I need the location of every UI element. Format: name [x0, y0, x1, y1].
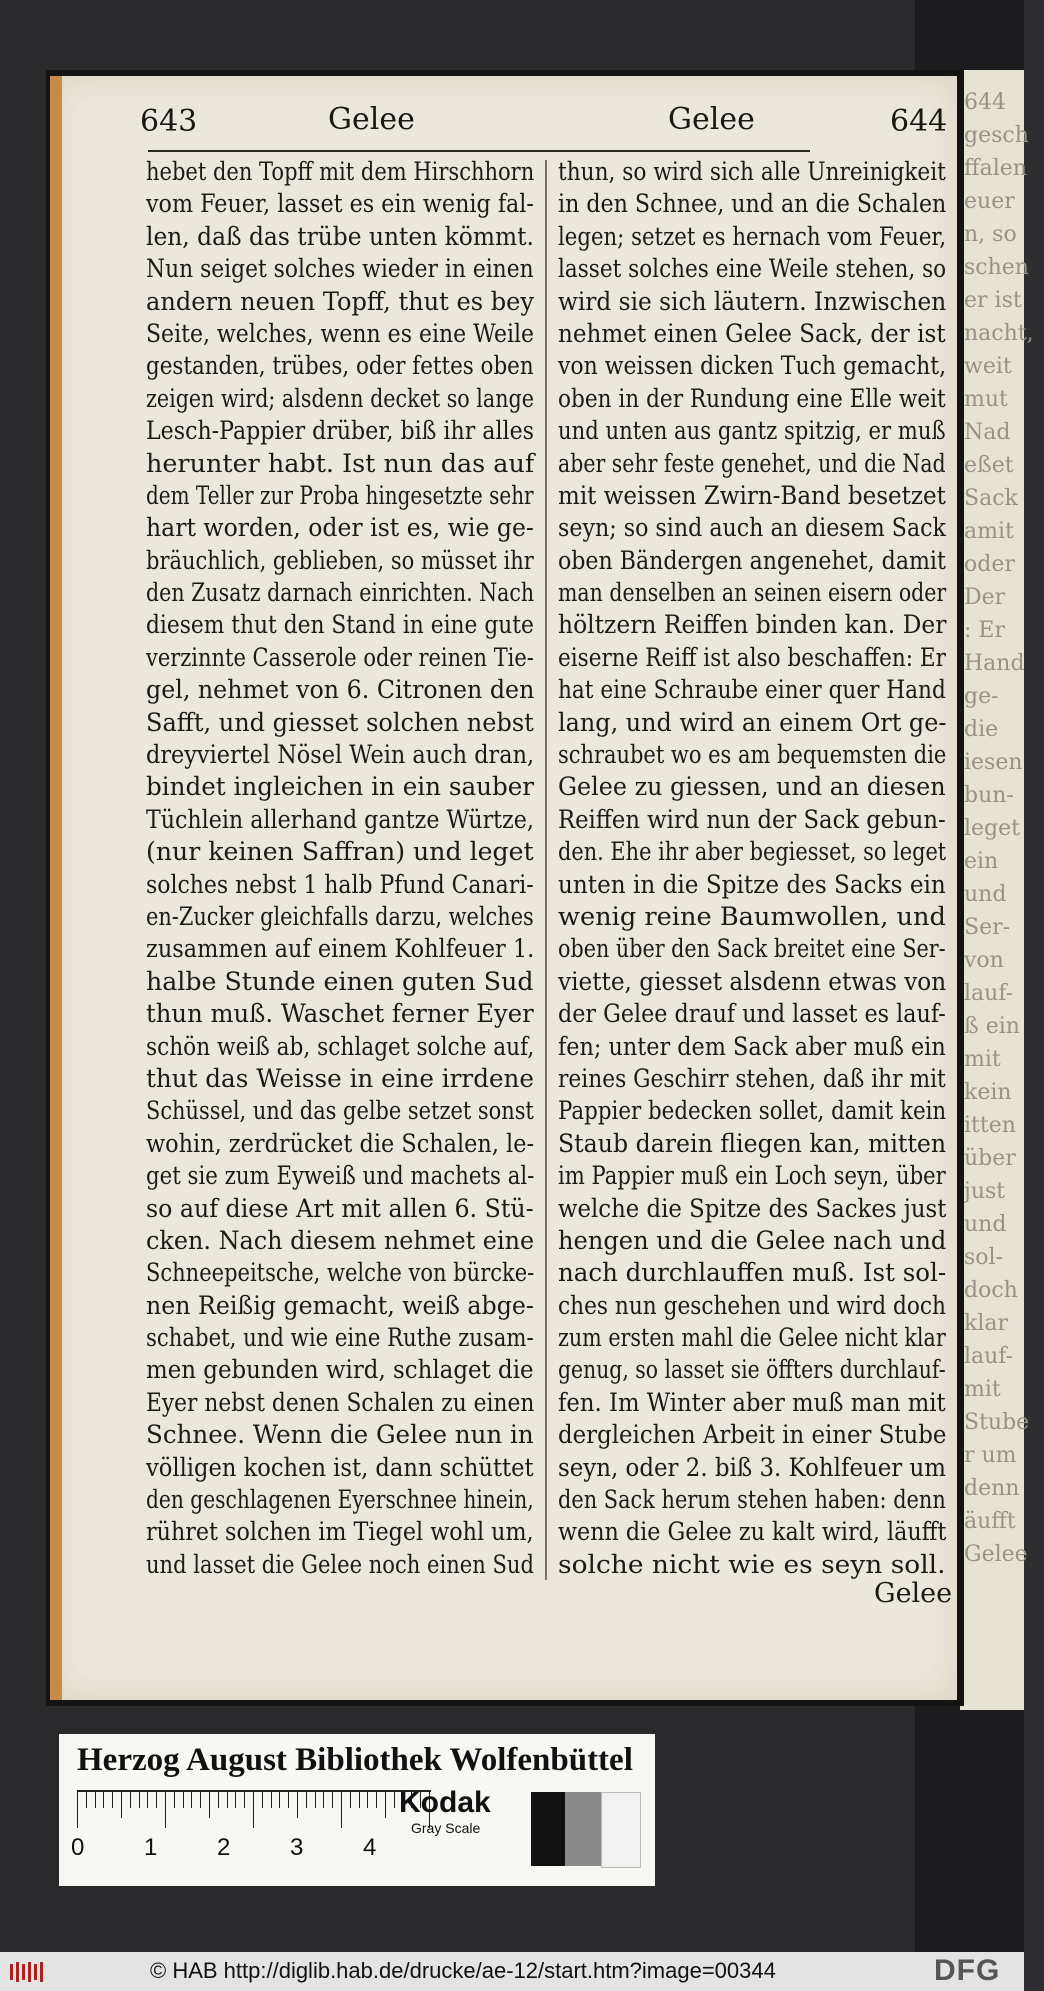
- text-line: höltzern Reiffen binden kan. Der: [558, 610, 947, 641]
- text-line: cken. Nach diesem nehmet eine: [146, 1225, 535, 1256]
- text-line: reines Geschirr stehen, daß ihr mit: [558, 1063, 946, 1094]
- ruler-tick: [376, 1792, 377, 1808]
- text-line: völligen kochen ist, dann schüttet: [146, 1452, 534, 1483]
- running-header: [140, 102, 948, 144]
- next-page-fragment: ß ein: [964, 1014, 1020, 1039]
- text-line: herunter habt. Ist nun das auf: [146, 448, 535, 479]
- left-running-title: Gelee: [328, 102, 415, 137]
- text-line: dreyviertel Nösel Wein auch dran,: [146, 740, 535, 771]
- text-line: den Zusatz darnach einrichten. Nach: [146, 578, 535, 609]
- text-line: in den Schnee, und an die Schalen: [558, 189, 947, 220]
- left-text-column: [146, 156, 534, 1581]
- text-line: seyn, oder 2. biß 3. Kohlfeuer um: [558, 1452, 947, 1483]
- text-line: hart worden, oder ist es, wie ge-: [146, 513, 534, 544]
- text-line: Seite, welches, wenn es eine Weile: [146, 318, 535, 349]
- next-page-fragment: lauf-: [964, 1344, 1014, 1369]
- left-page-number: 643: [140, 104, 198, 139]
- text-line: Schneepeitsche, welche von bürcke-: [146, 1258, 535, 1289]
- text-line: nen Reißig gemacht, weiß abge-: [146, 1290, 534, 1321]
- text-line: man denselben an seinen eisern oder: [558, 578, 947, 609]
- next-page-fragment: von: [964, 948, 1004, 973]
- text-line: len, daß das trübe unten kömmt.: [146, 221, 534, 252]
- text-line: den Sack herum stehen haben: denn: [558, 1485, 946, 1516]
- text-line: im Pappier muß ein Loch seyn, über: [558, 1161, 946, 1192]
- next-page-fragment: euer: [964, 189, 1015, 214]
- color-calibration-card: [59, 1734, 655, 1886]
- next-page-fragment: leget: [964, 816, 1020, 841]
- text-line: hat eine Schraube einer quer Hand: [558, 675, 946, 706]
- next-page-fragment: ffalen: [964, 156, 1027, 181]
- text-line: mit weissen Zwirn-Band besetzet: [558, 480, 946, 511]
- text-line: nehmet einen Gelee Sack, der ist: [558, 318, 946, 349]
- ruler-tick: [359, 1792, 360, 1808]
- text-line: gestanden, trübes, oder fettes oben: [146, 351, 534, 382]
- ruler-tick: [341, 1792, 342, 1828]
- ruler-tick: [350, 1792, 351, 1808]
- text-line: hebet den Topff mit dem Hirschhorn: [146, 157, 535, 187]
- next-page-fragment: oder: [964, 552, 1015, 577]
- swatch-white: [601, 1792, 641, 1868]
- ruler-tick: [367, 1792, 368, 1808]
- ruler-tick: [315, 1792, 316, 1808]
- text-line: und unten aus gantz spitzig, er muß: [558, 416, 946, 447]
- ruler-tick: [385, 1792, 386, 1818]
- next-page-fragment: die: [964, 717, 999, 742]
- text-line: oben über den Sack breitet eine Ser-: [558, 934, 946, 965]
- text-line: Pappier bedecken sollet, damit kein: [558, 1096, 947, 1127]
- next-page-fragment: gesch: [964, 123, 1029, 148]
- text-line: eiserne Reiff ist also beschaffen: Er: [558, 642, 946, 673]
- ruler-tick: [253, 1792, 254, 1828]
- scale-number-0: 0: [71, 1834, 85, 1861]
- text-line: Safft, und giesset solchen nebst: [146, 707, 534, 738]
- next-page-fragment: äufft: [964, 1509, 1016, 1534]
- text-line: seyn; so sind auch an diesem Sack: [558, 513, 946, 544]
- next-page-fragment: eßet: [964, 453, 1014, 478]
- scale-number-1: 1: [144, 1834, 158, 1861]
- text-line: schraubet wo es am bequemsten die: [558, 740, 947, 771]
- text-line: wohin, zerdrücket die Schalen, le-: [146, 1128, 535, 1159]
- text-line: Tüchlein allerhand gantze Würtze,: [146, 804, 534, 835]
- ruler-tick: [271, 1792, 272, 1808]
- text-line: bindet ingleichen in ein sauber: [146, 772, 535, 803]
- catchword: Gelee: [874, 1578, 953, 1609]
- next-page-fragment: mit: [964, 1377, 1001, 1402]
- text-line: zeigen wird; alsdenn decket so lange: [146, 383, 534, 414]
- text-line: viette, giesset alsdenn etwas von: [558, 966, 947, 997]
- next-page-fragment: ein: [964, 849, 999, 874]
- text-line: wenig reine Baumwollen, und: [558, 901, 946, 932]
- next-page-fragment: und: [964, 882, 1007, 907]
- text-line: genug, so lasset sie öffters durchlauf-: [558, 1355, 946, 1386]
- ruler-tick: [297, 1792, 298, 1818]
- library-name: Herzog August Bibliothek Wolfenbüttel: [77, 1742, 633, 1778]
- next-page-fragment: ge-: [964, 684, 999, 709]
- ruler-tick: [86, 1792, 87, 1808]
- footer-link[interactable]: © HAB http://diglib.hab.de/drucke/ae-12/start.htm?image=00344: [150, 1958, 776, 1983]
- next-page-fragment: n, so: [964, 222, 1017, 247]
- next-page-fragment: Stube: [964, 1410, 1030, 1435]
- text-line: wenn die Gelee zu kalt wird, läufft: [558, 1517, 947, 1548]
- next-page-fragment: Hand: [964, 651, 1025, 676]
- text-line: welche die Spitze des Sackes just: [558, 1193, 947, 1224]
- text-line: vom Feuer, lasset es ein wenig fal-: [146, 189, 534, 220]
- next-page-fragment: : Er: [964, 618, 1005, 643]
- scale-number-4: 4: [363, 1834, 377, 1861]
- next-page-fragment: nacht,: [964, 321, 1034, 346]
- next-page-fragment: er ist: [964, 288, 1022, 313]
- text-line: solches nebst 1 halb Pfund Canari-: [146, 869, 534, 900]
- header-rule: [148, 150, 810, 152]
- text-line: legen; setzet es hernach vom Feuer,: [558, 221, 946, 252]
- ruler-tick: [103, 1792, 104, 1808]
- ruler-tick: [288, 1792, 289, 1808]
- next-page-fragment: Gelee: [964, 1542, 1028, 1567]
- ruler-tick: [200, 1792, 201, 1808]
- text-line: rühret solchen im Tiegel wohl um,: [146, 1517, 534, 1548]
- text-line: aber sehr feste genehet, und die Nad: [558, 448, 946, 479]
- ruler-tick: [156, 1792, 157, 1808]
- text-line: verzinnte Casserole oder reinen Tie-: [146, 642, 534, 673]
- ruler-tick: [130, 1792, 131, 1808]
- text-line: ches nun geschehen und wird doch: [558, 1290, 946, 1321]
- next-page-fragment: weit: [964, 354, 1012, 379]
- next-page-fragment: doch: [964, 1278, 1018, 1303]
- text-line: Schnee. Wenn die Gelee nun in: [146, 1420, 534, 1451]
- text-line: gel, nehmet von 6. Citronen den: [146, 675, 535, 706]
- text-line: zum ersten mahl die Gelee nicht klar: [558, 1323, 946, 1354]
- ruler-tick: [227, 1792, 228, 1808]
- ruler-tick: [165, 1792, 166, 1828]
- text-line: zusammen auf einem Kohlfeuer 1.: [146, 934, 535, 965]
- text-line: solche nicht wie es seyn soll.: [558, 1549, 946, 1580]
- right-text-column: [558, 156, 946, 1581]
- ruler-tick: [332, 1792, 333, 1808]
- ruler-tick: [147, 1792, 148, 1808]
- next-page-fragment: sol-: [964, 1245, 1004, 1270]
- ruler-tick: [112, 1792, 113, 1808]
- text-line: den. Ehe ihr aber begiesset, so leget: [558, 837, 947, 868]
- text-line: oben in der Rundung eine Elle weit: [558, 383, 946, 414]
- text-line: Reiffen wird nun der Sack gebun-: [558, 804, 946, 835]
- text-line: (nur keinen Saffran) und leget: [146, 837, 534, 868]
- ruler-tick: [218, 1792, 219, 1808]
- next-page-fragment: iesen: [964, 750, 1023, 775]
- text-line: schön weiß ab, schlaget solche auf,: [146, 1031, 535, 1062]
- next-page-fragment: amit: [964, 519, 1014, 544]
- text-line: diesem thut den Stand in eine gute: [146, 610, 534, 641]
- text-line: unten in die Spitze des Sacks ein: [558, 869, 946, 900]
- text-line: en-Zucker gleichfalls darzu, welches: [146, 901, 534, 932]
- ruler-tick: [95, 1792, 96, 1808]
- hab-logo-icon: [8, 1960, 48, 1984]
- text-line: dergleichen Arbeit in einer Stube: [558, 1420, 947, 1451]
- next-page-fragment: Der: [964, 585, 1006, 610]
- ruler-tick: [121, 1792, 122, 1818]
- ruler-tick: [394, 1792, 395, 1808]
- text-line: hengen und die Gelee nach und: [558, 1225, 947, 1256]
- next-page-fragment: itten: [964, 1113, 1016, 1138]
- next-page-fragment: bun-: [964, 783, 1014, 808]
- next-page-fragment: r um: [964, 1443, 1017, 1468]
- text-line: fen. Im Winter aber muß man mit: [558, 1387, 946, 1418]
- ruler-tick: [323, 1792, 324, 1808]
- ruler-tick: [209, 1792, 210, 1818]
- ruler-tick: [183, 1792, 184, 1808]
- text-line: so auf diese Art mit allen 6. Stü-: [146, 1193, 534, 1224]
- text-line: Staub darein fliegen kan, mitten: [558, 1128, 947, 1159]
- text-line: nach durchlauffen muß. Ist sol-: [558, 1258, 947, 1289]
- swatch-gray: [565, 1792, 601, 1866]
- right-page-number: 644: [890, 104, 948, 139]
- text-line: lang, und wird an einem Ort ge-: [558, 707, 947, 738]
- text-line: fen; unter dem Sack aber muß ein: [558, 1031, 946, 1062]
- text-line: wird sie sich läutern. Inzwischen: [558, 286, 947, 317]
- text-line: Nun seiget solches wieder in einen: [146, 254, 534, 285]
- ruler-tick: [244, 1792, 245, 1808]
- text-line: den geschlagenen Eyerschnee hinein,: [146, 1485, 534, 1516]
- next-page-fragment: Sack: [964, 486, 1018, 511]
- next-page-fragment: und: [964, 1212, 1007, 1237]
- ruler-tick: [306, 1792, 307, 1808]
- text-line: men gebunden wird, schlaget die: [146, 1355, 534, 1386]
- next-page-fragment: klar: [964, 1311, 1008, 1336]
- ruler-tick: [139, 1792, 140, 1808]
- text-line: der Gelee drauf und lasset es lauf-: [558, 999, 946, 1030]
- text-line: Gelee zu giessen, und an diesen: [558, 772, 946, 803]
- text-line: thun, so wird sich alle Unreinigkeit: [558, 157, 946, 187]
- text-line: und lasset die Gelee noch einen Sud: [146, 1549, 534, 1580]
- next-page-fragment: lauf-: [964, 981, 1014, 1006]
- dfg-logo: DFG: [934, 1954, 1001, 1987]
- text-line: von weissen dicken Tuch gemacht,: [558, 351, 947, 382]
- next-page-fragment: mut: [964, 387, 1008, 412]
- next-page-fragment: Ser-: [964, 915, 1011, 940]
- next-page-fragment: schen: [964, 255, 1029, 280]
- ruler-tick: [262, 1792, 263, 1808]
- text-line: schabet, und wie eine Ruthe zusam-: [146, 1323, 534, 1354]
- next-page-fragment: Nad: [964, 420, 1011, 445]
- text-line: andern neuen Topff, thut es bey: [146, 286, 534, 317]
- footer-bar: [0, 1952, 1024, 1991]
- next-page-fragment: mit: [964, 1047, 1001, 1072]
- ruler-tick: [235, 1792, 236, 1808]
- text-line: oben Bändergen angenehet, damit: [558, 545, 946, 576]
- swatch-black: [531, 1792, 565, 1866]
- next-page-edge: [960, 70, 1034, 1710]
- text-line: Schüssel, und das gelbe setzet sonst: [146, 1096, 534, 1127]
- text-line: dem Teller zur Proba hingesetzte sehr: [146, 480, 534, 511]
- gray-scale-label: Gray Scale: [411, 1820, 481, 1836]
- right-running-title: Gelee: [668, 102, 755, 137]
- kodak-logo: Kodak: [399, 1786, 491, 1819]
- ruler-tick: [191, 1792, 192, 1808]
- column-divider: [545, 160, 547, 1580]
- text-line: thut das Weisse in eine irrdene: [146, 1063, 534, 1094]
- text-line: thun muß. Waschet ferner Eyer: [146, 999, 534, 1030]
- ruler-tick: [279, 1792, 280, 1808]
- ruler-tick: [77, 1792, 78, 1828]
- next-page-fragment: kein: [964, 1080, 1012, 1105]
- text-line: halbe Stunde einen guten Sud: [146, 966, 534, 997]
- next-page-fragment: denn: [964, 1476, 1020, 1501]
- text-line: bräuchlich, geblieben, so müsset ihr: [146, 545, 534, 576]
- next-page-fragment: über: [964, 1146, 1016, 1171]
- text-line: Eyer nebst denen Schalen zu einen: [146, 1387, 535, 1418]
- scale-number-2: 2: [217, 1834, 231, 1861]
- next-page-fragment: just: [964, 1179, 1006, 1204]
- text-line: get sie zum Eyweiß und machets al-: [146, 1161, 535, 1192]
- text-line: Lesch-Pappier drüber, biß ihr alles: [146, 416, 534, 447]
- next-page-fragment: 644: [964, 90, 1006, 115]
- scale-number-3: 3: [290, 1834, 304, 1861]
- page-edge: [50, 76, 62, 1700]
- text-line: lasset solches eine Weile stehen, so: [558, 254, 947, 285]
- ruler-tick: [174, 1792, 175, 1808]
